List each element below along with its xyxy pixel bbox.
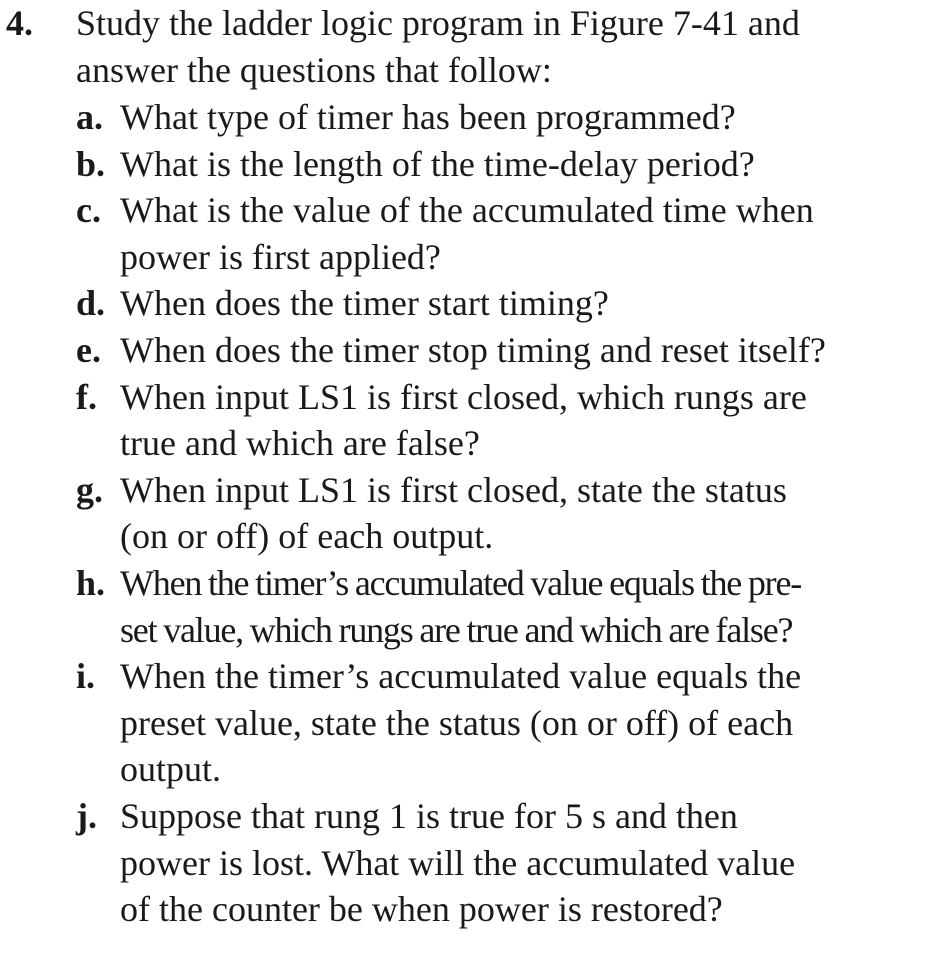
part-d [76, 280, 924, 327]
question-number: 4. [6, 3, 33, 43]
part-line: What is the value of the accumulated time when [120, 190, 814, 231]
stem-line: Study the ladder logic program in Figure 7-41 and [76, 3, 800, 43]
part-line: (on or off) of each output. [120, 516, 494, 557]
part-text [120, 94, 924, 141]
part-line: When does the timer stop timing and reset itself? [120, 329, 826, 370]
part-letter: g. [76, 469, 103, 510]
part-b [76, 141, 924, 188]
part-line: of the counter be when power is restored? [120, 889, 723, 930]
part-line: power is lost. What will the accumulated value [120, 842, 796, 883]
part-letter: i. [76, 656, 96, 697]
part-line: When the timer’s accumulated value equals the [120, 656, 802, 697]
part-a [76, 94, 924, 141]
part-letter: c. [76, 190, 101, 231]
part-h [76, 560, 924, 653]
part-line: preset value, state the status (on or off) of each [120, 702, 794, 743]
part-text [120, 793, 924, 933]
part-letter: e. [76, 329, 101, 370]
part-line: true and which are false? [120, 423, 480, 464]
part-line: set value, which rungs are true and which are false? [120, 609, 793, 650]
part-line: Suppose that rung 1 is true for 5 s and then [120, 795, 738, 836]
part-letter: a. [76, 97, 103, 137]
part-line: When input LS1 is first closed, state the status [120, 469, 787, 510]
part-line: When the timer’s accumulated value equals the pre- [120, 562, 802, 603]
part-j [76, 793, 924, 933]
part-f [76, 374, 924, 467]
part-line: What type of timer has been programmed? [120, 97, 736, 137]
part-e [76, 327, 924, 374]
part-line: What is the length of the time-delay period? [120, 143, 755, 184]
part-letter: b. [76, 143, 106, 184]
question-parts [76, 94, 924, 933]
part-line: output. [120, 749, 222, 790]
part-letter: f. [76, 376, 97, 417]
part-text [120, 374, 924, 467]
part-line: power is first applied? [120, 236, 441, 277]
part-line: When input LS1 is first closed, which rungs are [120, 376, 807, 417]
part-text [120, 467, 924, 560]
part-text [120, 141, 924, 188]
part-text [120, 327, 924, 374]
part-text [120, 280, 924, 327]
question-stem [76, 0, 916, 94]
part-text [120, 187, 924, 280]
part-letter: d. [76, 283, 106, 324]
part-i [76, 653, 924, 793]
part-text [120, 560, 924, 653]
part-letter: h. [76, 562, 106, 603]
stem-line: answer the questions that follow: [76, 50, 552, 90]
part-g [76, 467, 924, 560]
part-text [120, 653, 924, 793]
part-line: When does the timer start timing? [120, 283, 609, 324]
part-c [76, 187, 924, 280]
part-letter: j. [76, 795, 97, 836]
